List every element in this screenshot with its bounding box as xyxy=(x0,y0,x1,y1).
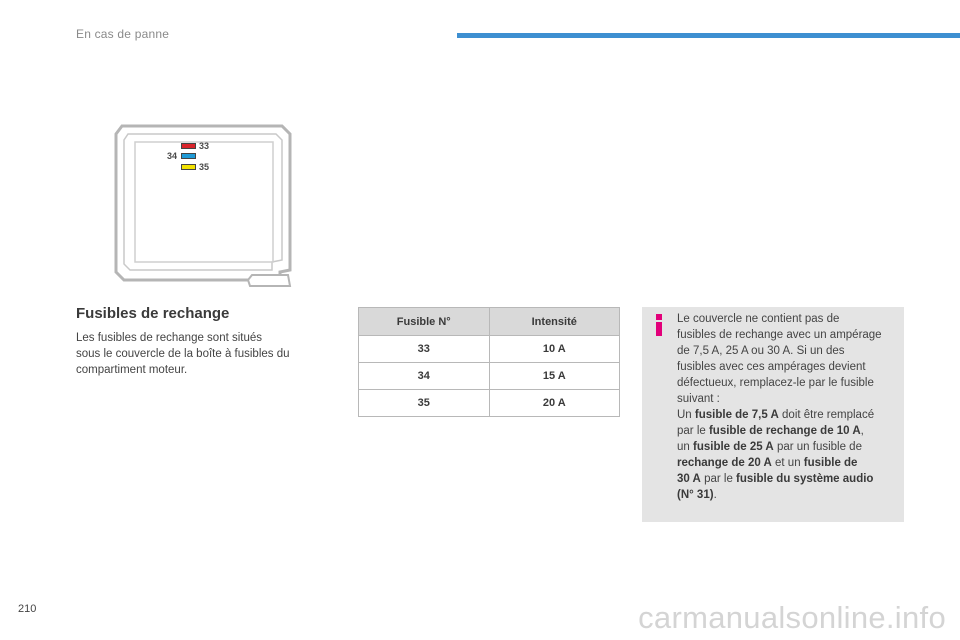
column-header-fuse-number: Fusible N° xyxy=(359,308,490,336)
section-title: Fusibles de rechange xyxy=(76,305,230,322)
note-bold-text: fusible de 7,5 A xyxy=(694,409,779,421)
fuse-number-cell: 34 xyxy=(359,363,490,390)
note-line xyxy=(677,375,901,391)
intensity-cell: 20 A xyxy=(489,390,620,417)
note-bold-text: rechange de 20 A xyxy=(677,457,772,469)
fuse-34-chip xyxy=(181,153,196,159)
note-line xyxy=(677,439,901,455)
table-row xyxy=(359,363,620,390)
note-bold-text: fusible du système audio xyxy=(736,473,874,485)
section-header-title: En cas de panne xyxy=(76,27,170,41)
note-text-run: fusibles de rechange avec un ampérage xyxy=(677,329,882,341)
section-body-line: compartiment moteur. xyxy=(76,364,188,376)
header-accent-bar xyxy=(457,33,960,38)
note-text-run: et un xyxy=(771,457,804,469)
fuse-box-cover-illustration xyxy=(112,122,298,294)
fuse-33-label: 33 xyxy=(199,141,210,151)
note-line xyxy=(677,487,901,503)
fuse-rating-table xyxy=(358,307,620,417)
note-text-run: Un xyxy=(677,409,695,421)
note-text-run: par le xyxy=(700,473,737,485)
site-watermark: carmanualsonline.info xyxy=(638,600,946,635)
note-line xyxy=(677,471,901,487)
fuse-34-label: 34 xyxy=(167,151,178,161)
section-body-line: Les fusibles de rechange sont situés xyxy=(76,332,263,344)
note-text-run: . xyxy=(713,489,717,501)
note-line xyxy=(677,311,901,327)
note-text-run: de 7,5 A, 25 A ou 30 A. Si un des xyxy=(677,345,845,357)
note-text-run: suivant : xyxy=(677,393,720,405)
column-header-intensity: Intensité xyxy=(489,308,620,336)
page-number: 210 xyxy=(18,603,37,615)
note-bold-text: fusible de rechange de 10 A xyxy=(708,425,861,437)
note-text-run: défectueux, remplacez-le par le fusible xyxy=(677,377,874,389)
note-line xyxy=(677,327,901,343)
table-row xyxy=(359,390,620,417)
table-header-row xyxy=(359,308,620,336)
note-line xyxy=(677,455,901,471)
fuse-33-chip xyxy=(181,143,196,149)
intensity-cell: 15 A xyxy=(489,363,620,390)
fuse-35-label: 35 xyxy=(199,162,210,172)
note-line xyxy=(677,391,901,407)
table-row xyxy=(359,336,620,363)
note-bold-text: (N° 31) xyxy=(677,489,714,501)
fuse-number-cell: 33 xyxy=(359,336,490,363)
fuse-35-chip xyxy=(181,164,196,170)
note-line xyxy=(677,407,901,423)
fuse-number-cell: 35 xyxy=(359,390,490,417)
note-text-run: doit être remplacé xyxy=(778,409,875,421)
note-line xyxy=(677,359,901,375)
note-bold-text: 30 A xyxy=(677,473,701,485)
note-text-run: , xyxy=(860,425,864,437)
note-bold-text: fusible de xyxy=(803,457,858,469)
note-text-run: Le couvercle ne contient pas de xyxy=(677,313,840,325)
note-line xyxy=(677,423,901,439)
info-note-text xyxy=(677,311,901,503)
section-body-line: sous le couvercle de la boîte à fusibles du xyxy=(76,348,290,360)
note-text-run: par un fusible de xyxy=(773,441,862,453)
info-icon xyxy=(654,314,664,336)
note-text-run: par le xyxy=(677,425,709,437)
note-text-run: un xyxy=(677,441,693,453)
intensity-cell: 10 A xyxy=(489,336,620,363)
section-body xyxy=(76,330,316,378)
note-line xyxy=(677,343,901,359)
note-text-run: fusibles avec ces ampérages devient xyxy=(677,361,866,373)
note-bold-text: fusible de 25 A xyxy=(693,441,774,453)
